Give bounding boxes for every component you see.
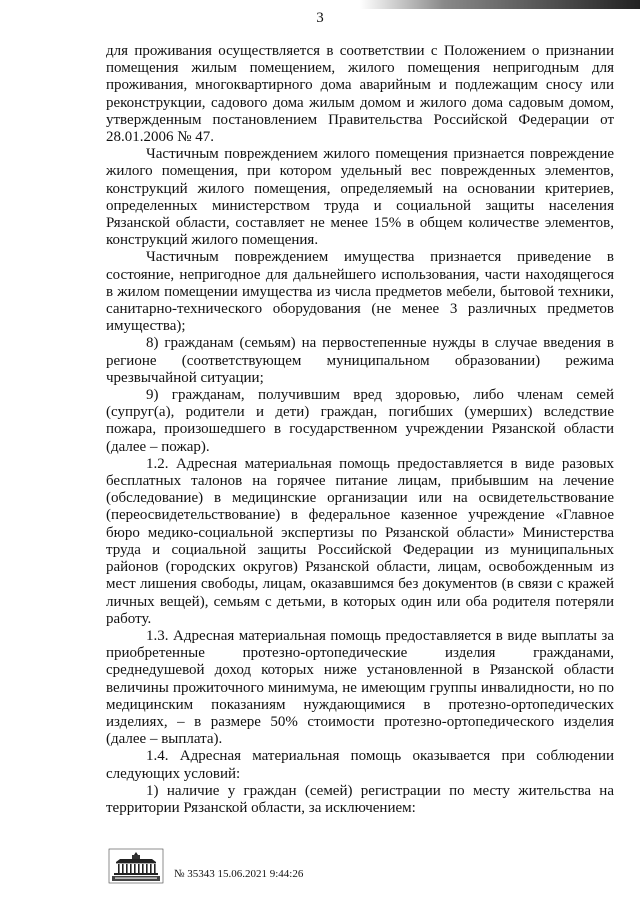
paragraph: Частичным повреждением имущества признается приведение в состояние, непригодное для дальнейшего использования, части находящегося в жилом помещении имущества из числа предметов мебели, бытовой техники, санитарно-технического оборудования (не менее 3 различных предметов имущества);: [106, 249, 614, 335]
page-number: 3: [316, 10, 324, 26]
paragraph: 1.4. Адресная материальная помощь оказывается при соблюдении следующих условий:: [106, 748, 614, 782]
paragraph: 1.3. Адресная материальная помощь предоставляется в виде выплаты за приобретенные протезно-ортопедические изделия гражданами, среднедушевой доход которых ниже установленной в Рязанской области величины прожиточного минимума, не имеющим группы инвалидности, но по медицинским показаниям нуждающимися в протезно-ортопедических изделиях, – в размере 50% стоимости протезно-ортопедического изделия (далее – выплата).: [106, 627, 614, 748]
registration-stamp: № 35343 15.06.2021 9:44:26: [174, 868, 304, 880]
paragraph: 1) наличие у граждан (семей) регистрации по месту жительства на территории Рязанской области, за исключением:: [106, 782, 614, 816]
paragraph: Частичным повреждением жилого помещения признается повреждение жилого помещения, при котором удельный вес поврежденных элементов, конструкций жилого помещения, определяемый на основании критериев, определенных министерством труда и социальной защиты населения Рязанской области, составляет не менее 15% в общем количестве элементов, конструкций жилого помещения.: [106, 146, 614, 249]
paragraph: для проживания осуществляется в соответствии с Положением о признании помещения жилым помещением, жилого помещения непригодным для проживания, многоквартирного дома аварийным и подлежащим сносу или реконструкции, садового дома жилым домом и жилого дома садовым домом, утвержденным постановлением Правительства Российской Федерации от 28.01.2006 № 47.: [106, 43, 614, 146]
paragraph: 8) гражданам (семьям) на первостепенные нужды в случае введения в регионе (соответствующем муниципальном образовании) режима чрезвычайной ситуации;: [106, 335, 614, 386]
paragraph: 1.2. Адресная материальная помощь предоставляется в виде разовых бесплатных талонов на горячее питание лицам, прибывшим на лечение (обследование) в медицинские организации или на освидетельствование (переосвидетельствование) в федеральное казенное учреждение «Главное бюро медико-социальной экспертизы по Рязанской области» Министерства труда и социальной защиты Российской Федерации из муниципальных районов (городских округов) Рязанской области, лицам, освобожденным из мест лишения свободы, лицам, оказавшимся без документов (в связи с кражей личных вещей), семьям с детьми, в которых один или оба родителя потеряли работу.: [106, 455, 614, 627]
government-building-logo-icon: [108, 848, 164, 884]
paragraph: 9) гражданам, получившим вред здоровью, либо членам семей (супруг(а), родители и дети) граждан, погибших (умерших) вследствие пожара, произошедшего в государственном учреждении Рязанской области (далее – пожар).: [106, 387, 614, 455]
document-body: [106, 43, 614, 817]
scan-edge-smudge: [360, 0, 640, 9]
document-footer: [108, 848, 428, 888]
